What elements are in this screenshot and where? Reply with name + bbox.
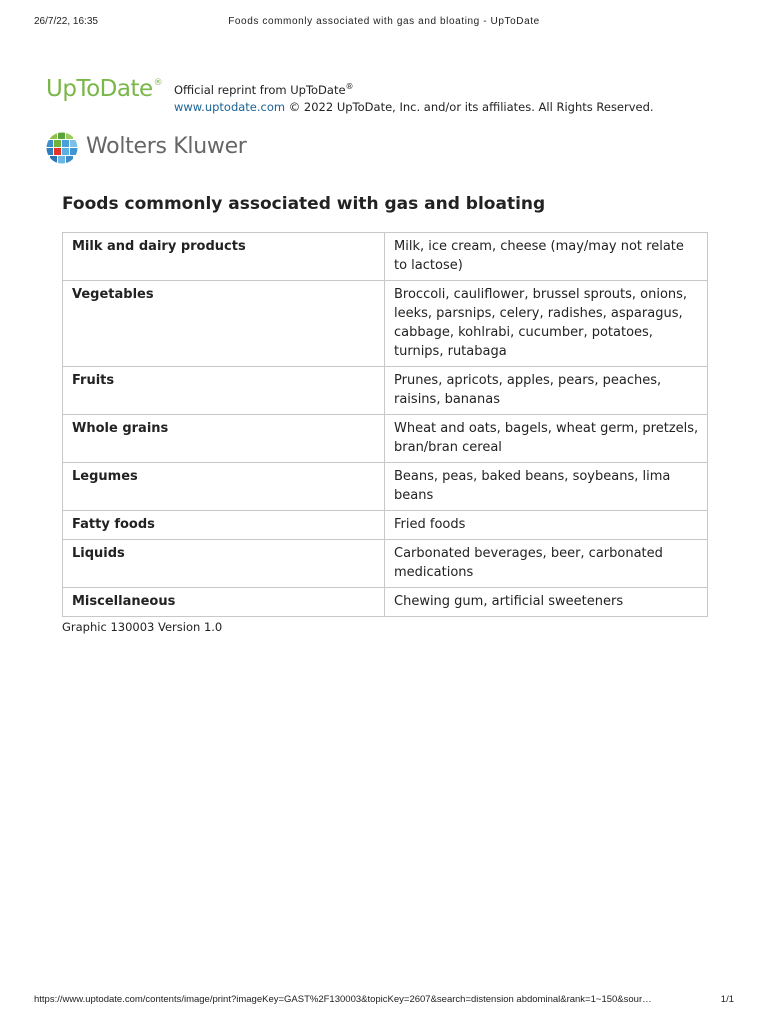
uptodate-logo-mark: ® <box>153 78 163 88</box>
uptodate-logo-text: UpToDate <box>46 76 153 102</box>
category-cell: Legumes <box>63 463 385 511</box>
category-cell: Whole grains <box>63 415 385 463</box>
category-cell: Liquids <box>63 540 385 588</box>
document-title: Foods commonly associated with gas and bloating <box>62 194 546 214</box>
table-row <box>63 511 708 540</box>
foods-cell: Beans, peas, baked beans, soybeans, lima beans <box>385 463 708 511</box>
uptodate-site-link[interactable]: www.uptodate.com <box>174 99 286 114</box>
table-row <box>63 281 708 367</box>
uptodate-logo <box>46 76 162 102</box>
print-url: https://www.uptodate.com/contents/image/print?imageKey=GAST%2F130003&topicKey=2607&search=distension abdominal&rank=1~150&sour… <box>34 994 652 1005</box>
reprint-mark: ® <box>345 82 354 91</box>
foods-cell: Wheat and oats, bagels, wheat germ, pretzels, bran/bran cereal <box>385 415 708 463</box>
table-row <box>63 415 708 463</box>
foods-table <box>62 232 708 617</box>
print-footer <box>34 994 734 1008</box>
table-row <box>63 588 708 617</box>
foods-cell: Prunes, apricots, apples, pears, peaches, raisins, bananas <box>385 367 708 415</box>
page-number: 1/1 <box>720 994 734 1005</box>
print-page-title: Foods commonly associated with gas and bloating - UpToDate <box>228 16 540 27</box>
foods-cell: Broccoli, cauliflower, brussel sprouts, onions, leeks, parsnips, celery, radishes, asparagus, cabbage, kohlrabi, cucumber, potatoes, turnips, rutabaga <box>385 281 708 367</box>
table-row <box>63 463 708 511</box>
graphic-caption: Graphic 130003 Version 1.0 <box>62 620 223 634</box>
category-cell: Fruits <box>63 367 385 415</box>
category-cell: Milk and dairy products <box>63 233 385 281</box>
reprint-notice <box>174 78 694 116</box>
category-cell: Miscellaneous <box>63 588 385 617</box>
category-cell: Vegetables <box>63 281 385 367</box>
foods-cell: Fried foods <box>385 511 708 540</box>
copyright-text: © 2022 UpToDate, Inc. and/or its affiliates. All Rights Reserved. <box>288 99 654 114</box>
reprint-line: Official reprint from UpToDate <box>174 82 346 97</box>
table-row <box>63 233 708 281</box>
wolters-kluwer-globe-icon <box>46 132 78 164</box>
wolters-kluwer-wordmark: Wolters Kluwer <box>86 134 247 159</box>
foods-cell: Chewing gum, artificial sweeteners <box>385 588 708 617</box>
category-cell: Fatty foods <box>63 511 385 540</box>
print-date: 26/7/22, 16:35 <box>34 16 98 27</box>
table-row <box>63 540 708 588</box>
table-row <box>63 367 708 415</box>
foods-cell: Carbonated beverages, beer, carbonated medications <box>385 540 708 588</box>
foods-cell: Milk, ice cream, cheese (may/may not relate to lactose) <box>385 233 708 281</box>
print-header <box>34 16 734 30</box>
